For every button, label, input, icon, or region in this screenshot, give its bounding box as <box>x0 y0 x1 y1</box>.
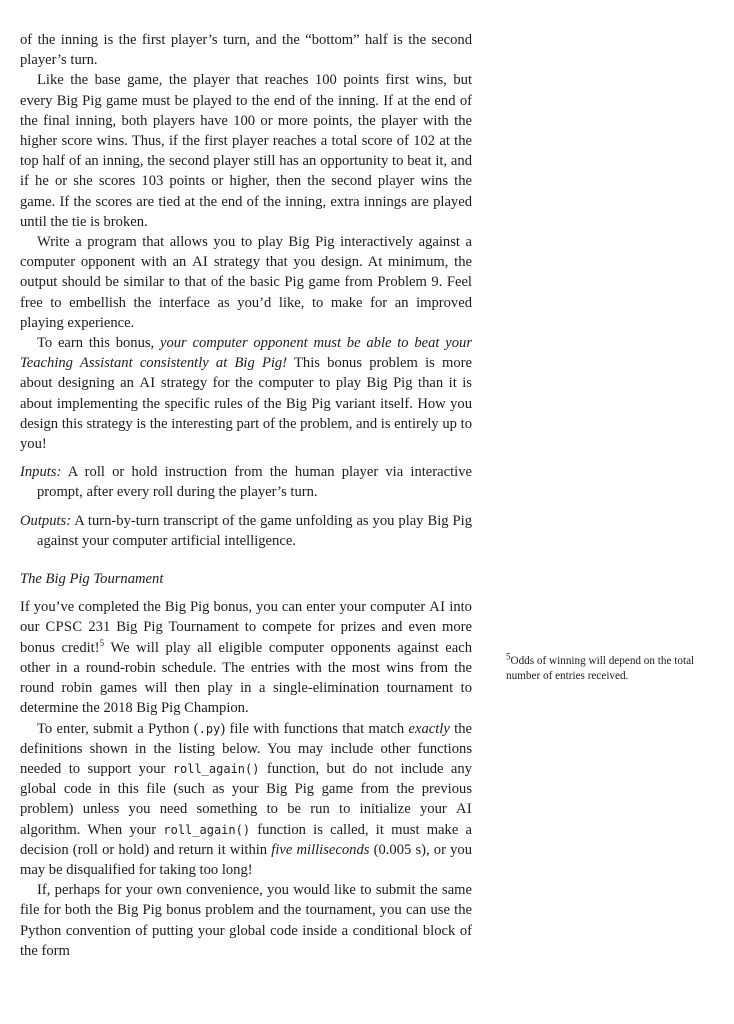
text-run: We will play all eligible computer opponents against each other in a round-robin schedule. The entries with the most wins from the round robin games will then play in a single-elimination tournament to determine the 2018 Big Pig Champion. <box>20 639 472 717</box>
section-heading: The Big Pig Tournament <box>20 571 164 588</box>
text-run: strategy for the computer to play Big Pig than it is about implementing the specific rules of the Big Pig variant itself. How you design this strategy is the interesting part of the problem, and is entirely up to you! <box>20 375 472 453</box>
text-run: To earn this bonus, <box>37 335 160 352</box>
text-run: (0.005 s), or you may be disqualified for taking too long! <box>20 841 472 878</box>
inputs-text: A roll or hold instruction from the human player via interactive prompt, after every roll during the player’s turn. <box>37 464 472 501</box>
text-run: strategy that you design. At minimum, the output should be similar to that of the basic Pig game from Problem 9. Feel free to embellish the interface as you’d like, to make for an improved playing experience. <box>20 254 472 331</box>
emphasis-text: five milliseconds <box>271 841 370 858</box>
tournament-paragraph-1 <box>20 597 472 718</box>
text-run: function, but do not include any global code in this file (such as your Big Pig game from the previous problem) unless you need something to be run to initialize your <box>20 760 472 818</box>
sidenote <box>506 651 721 684</box>
text-run: If you’ve completed the Big Pig bonus, you can enter your computer <box>20 599 430 616</box>
outputs-description <box>20 511 472 551</box>
main-text-column <box>20 30 472 961</box>
inputs-label: Inputs: <box>20 464 62 481</box>
text-run: the definitions shown in the listing below. You may include other functions needed to support your <box>20 720 473 777</box>
footnote-marker: 5 <box>99 637 105 648</box>
ai-abbrev: AI <box>139 375 156 392</box>
intro-paragraph-2 <box>20 232 472 333</box>
tournament-paragraph-3: If, perhaps for your own convenience, you would like to submit the same file for both the Big Pig bonus problem and the tournament, you can use the Python convention of putting your global code inside a conditional block of the form <box>20 882 472 959</box>
intro-paragraph-0: of the inning is the first player’s turn, and the “bottom” half is the second player’s turn. <box>20 32 472 69</box>
ai-abbrev: AI <box>429 599 446 616</box>
file-extension: .py <box>198 721 221 736</box>
course-code: CPSC <box>45 619 83 636</box>
function-name: roll_again() <box>163 822 251 837</box>
tournament-paragraph-2 <box>20 719 472 881</box>
emphasis-text: your computer opponent must be able to beat your Teaching Assistant consistently at Big Pig! <box>20 335 472 372</box>
intro-paragraph-3 <box>20 333 472 454</box>
emphasis-text: exactly <box>408 720 450 737</box>
text-run: algorithm. When your <box>20 821 164 838</box>
ai-abbrev: AI <box>456 801 472 818</box>
text-run: function is called, it must make a decision (roll or hold) and return it within <box>20 821 473 858</box>
sidenote-number: 5 <box>506 651 511 662</box>
inputs-description <box>20 462 472 502</box>
outputs-label: Outputs: <box>20 512 72 529</box>
text-run: Write a program that allows you to play Big Pig interactively against a computer opponent with an <box>20 234 472 271</box>
ai-abbrev: AI <box>192 254 209 271</box>
sidenote-text: Odds of winning will depend on the total number of entries received. <box>506 655 695 682</box>
function-name: roll_again() <box>172 761 260 776</box>
text-run: into our <box>20 599 472 636</box>
text-run: 231 Big Pig Tournament to compete for prizes and even more bonus credit! <box>20 619 472 656</box>
text-run: ) file with functions that match <box>220 720 409 737</box>
text-run: This bonus problem is more about designing an <box>20 355 472 392</box>
outputs-text: A turn-by-turn transcript of the game unfolding as you play Big Pig against your computer artificial intelligence. <box>37 512 472 549</box>
text-run: To enter, submit a Python ( <box>37 720 199 737</box>
intro-paragraph-1: Like the base game, the player that reaches 100 points first wins, but every Big Pig game must be played to the end of the inning. If at the end of the final inning, both players have 100 or more points, the player with the higher score wins. Thus, if the first player reaches a total score of 102 at the top half of an inning, the second player still has an opportunity to beat it, and if he or she scores 103 points or higher, then the second player wins the game. If the scores are tied at the end of the inning, extra innings are played until the tie is broken. <box>20 72 472 230</box>
